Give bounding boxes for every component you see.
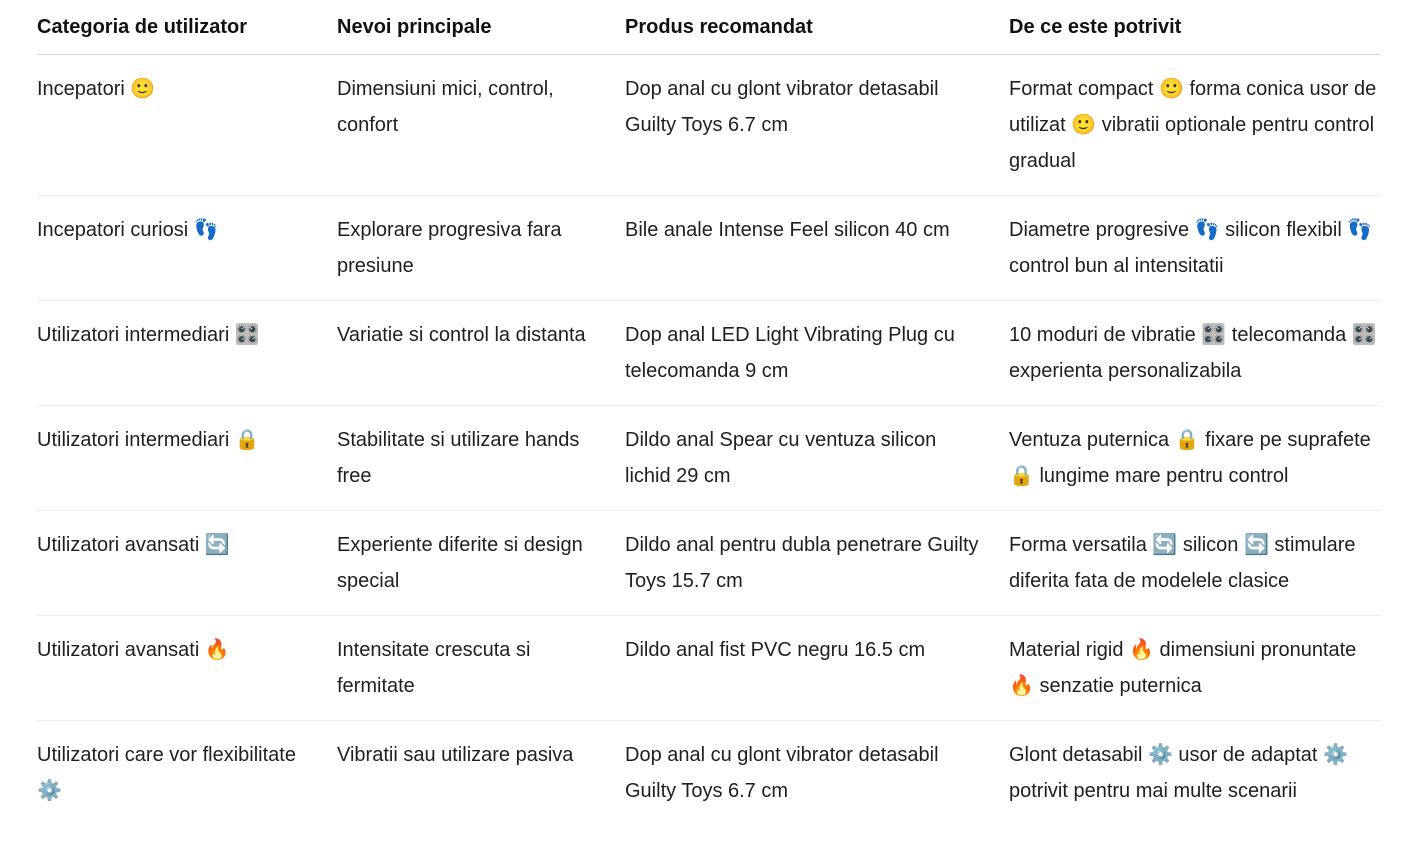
cell-needs: Experiente diferite si design special	[337, 511, 625, 616]
cell-why: Ventuza puternica 🔒 fixare pe suprafete 🔒 lungime mare pentru control	[1009, 406, 1381, 511]
cell-why: Forma versatila 🔄 silicon 🔄 stimulare diferita fata de modelele clasice	[1009, 511, 1381, 616]
cell-why: Format compact 🙂 forma conica usor de utilizat 🙂 vibratii optionale pentru control gradual	[1009, 55, 1381, 196]
table-row	[37, 721, 1381, 826]
cell-category: Incepatori curiosi 👣	[37, 196, 337, 301]
cell-category: Utilizatori avansati 🔥	[37, 616, 337, 721]
cell-product: Bile anale Intense Feel silicon 40 cm	[625, 196, 1009, 301]
cell-why: Material rigid 🔥 dimensiuni pronuntate 🔥 senzatie puternica	[1009, 616, 1381, 721]
table-header-row	[37, 0, 1381, 55]
header-needs: Nevoi principale	[337, 0, 625, 55]
table-row	[37, 301, 1381, 406]
recommendation-table	[37, 0, 1381, 825]
table-row	[37, 511, 1381, 616]
cell-product: Dildo anal fist PVC negru 16.5 cm	[625, 616, 1009, 721]
cell-product: Dildo anal pentru dubla penetrare Guilty Toys 15.7 cm	[625, 511, 1009, 616]
header-why: De ce este potrivit	[1009, 0, 1381, 55]
cell-needs: Variatie si control la distanta	[337, 301, 625, 406]
header-category: Categoria de utilizator	[37, 0, 337, 55]
cell-needs: Explorare progresiva fara presiune	[337, 196, 625, 301]
table-row	[37, 196, 1381, 301]
cell-needs: Stabilitate si utilizare hands free	[337, 406, 625, 511]
recommendation-table-container	[37, 0, 1381, 825]
table-row	[37, 616, 1381, 721]
table-row	[37, 55, 1381, 196]
table-row	[37, 406, 1381, 511]
cell-needs: Dimensiuni mici, control, confort	[337, 55, 625, 196]
cell-needs: Intensitate crescuta si fermitate	[337, 616, 625, 721]
cell-why: 10 moduri de vibratie 🎛️ telecomanda 🎛️ experienta personalizabila	[1009, 301, 1381, 406]
cell-category: Utilizatori intermediari 🎛️	[37, 301, 337, 406]
cell-product: Dop anal cu glont vibrator detasabil Guilty Toys 6.7 cm	[625, 55, 1009, 196]
cell-category: Utilizatori avansati 🔄	[37, 511, 337, 616]
cell-category: Utilizatori intermediari 🔒	[37, 406, 337, 511]
cell-category: Utilizatori care vor flexibilitate ⚙️	[37, 744, 296, 802]
cell-category: Incepatori 🙂	[37, 55, 337, 196]
cell-product: Dildo anal Spear cu ventuza silicon lichid 29 cm	[625, 406, 1009, 511]
cell-needs: Vibratii sau utilizare pasiva	[337, 744, 574, 766]
cell-why: Diametre progresive 👣 silicon flexibil 👣 control bun al intensitatii	[1009, 196, 1381, 301]
cell-product: Dop anal LED Light Vibrating Plug cu telecomanda 9 cm	[625, 301, 1009, 406]
header-product: Produs recomandat	[625, 0, 1009, 55]
cell-why: Glont detasabil ⚙️ usor de adaptat ⚙️ potrivit pentru mai multe scenarii	[1009, 744, 1348, 802]
cell-product: Dop anal cu glont vibrator detasabil Guilty Toys 6.7 cm	[625, 744, 939, 802]
